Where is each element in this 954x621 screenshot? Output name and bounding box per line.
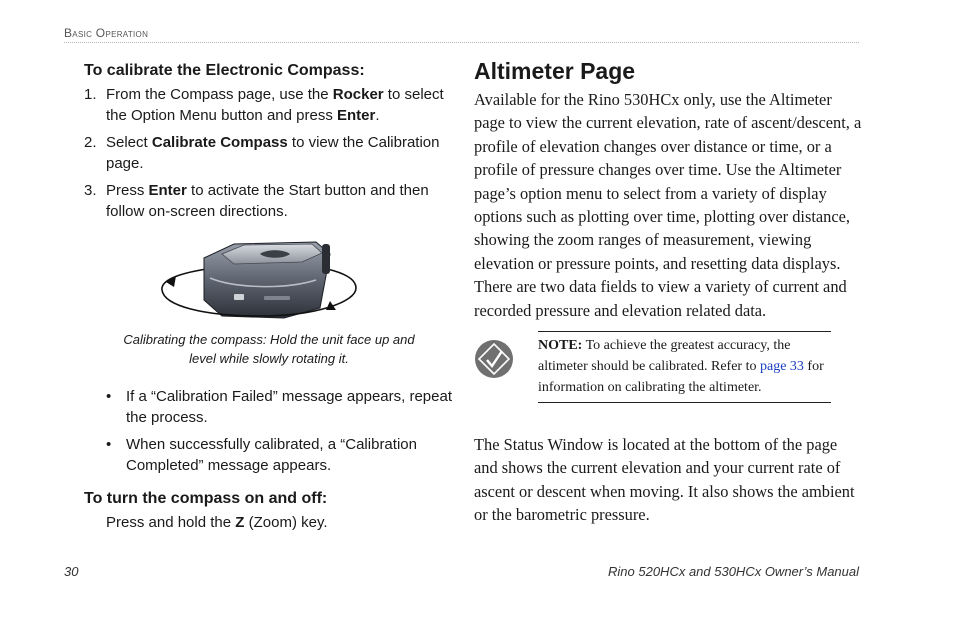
page-33-link[interactable]: page 33 [759, 359, 804, 375]
device-rotation-icon [84, 240, 454, 324]
compass-calibration-figure [84, 240, 454, 324]
checkmark-diamond-icon [474, 339, 514, 379]
calibration-bullets [84, 386, 454, 476]
manual-title: Rino 520HCx and 530HCx Owner’s Manual [608, 564, 859, 579]
altimeter-intro: Available for the Rino 530HCx only, use the Altimeter page to view the current elevation, rate of ascent/descent, a profile of elevation changes over distance or time, or a profile of pressure changes over time. Use the Altimeter page’s option menu to select from a variety of display options such as plotting over time, plotting over distance, showing the zoom ranges of measurement, viewing elevation or pressure points, and resetting data displays. There are two data fields to view a variety of current and recorded pressure and elevation related data. [474, 90, 862, 320]
toggle-compass-heading: To turn the compass on and off: [84, 490, 328, 507]
status-window-text: The Status Window is located at the bottom of the page and shows the current elevation and your current rate of ascent or descent when moving. It also shows the ambient or the barometric pressure. [474, 435, 855, 525]
figure-caption: Calibrating the compass: Hold the unit face up and level while slowly rotating it. [123, 332, 415, 366]
right-column [474, 58, 864, 527]
key-enter: Enter [148, 182, 187, 199]
list-item: • When successfully calibrated, a “Calibration Completed” message appears. [106, 436, 417, 474]
option-calibrate-compass: Calibrate Compass [151, 134, 288, 151]
key-rocker: Rocker [332, 86, 384, 103]
running-header: Basic Operation [64, 26, 859, 43]
note-block [474, 339, 864, 421]
step-2: 2. Select Calibrate Compass to view the Calibration page. [84, 134, 440, 172]
step-1: 1. From the Compass page, use the Rocker to select the Option Menu button and press Enter. [84, 86, 444, 124]
bullet-icon: • [106, 388, 112, 405]
note-text: NOTE: To achieve the greatest accuracy, the altimeter should be calibrated. Refer to page 33 for information on calibrating the altimeter. [538, 331, 831, 403]
toggle-compass-text: Press and hold the Z (Zoom) key. [106, 514, 328, 531]
bullet-icon: • [106, 436, 112, 453]
step-3: 3. Press Enter to activate the Start button and then follow on-screen directions. [84, 182, 429, 220]
key-z: Z [235, 514, 245, 531]
page-number: 30 [64, 564, 79, 579]
left-column [84, 62, 454, 533]
list-item: • If a “Calibration Failed” message appears, repeat the process. [106, 388, 453, 426]
calibrate-heading: To calibrate the Electronic Compass: [84, 62, 365, 79]
calibrate-steps [84, 84, 454, 222]
page-title: Altimeter Page [474, 58, 636, 84]
key-enter: Enter [336, 107, 376, 124]
